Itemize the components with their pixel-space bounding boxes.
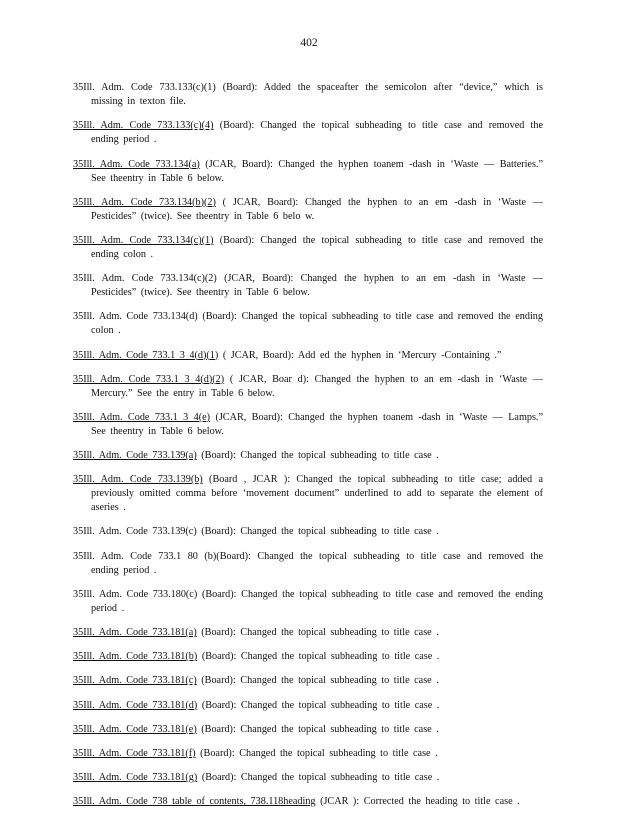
list-item [73,626,543,640]
entry-text: (Board , JCAR ): Changed the topical subheading to title case; added a previously omitted comma before ‘movement document” underlined to add to separate the element of aseries . [91,474,544,514]
entry-text: (Board): Changed the topical subheading to title case . [196,675,439,687]
code-citation: 35Ill. Adm. Code 733.1 3 4(d)(1) [73,349,219,361]
list-item [73,234,543,262]
list-item [73,81,543,109]
list-item [73,795,543,809]
entry-text: (JCAR, Board): Changed the hyphen toanem -dash in ‘Waste — Lamps.” See theentry in Table 6 below. [91,411,543,437]
code-citation: 35Ill. Adm. Code 733.139(c) [73,526,197,538]
list-item [73,723,543,737]
entry-text: (Board): Changed the topical subheading to title case and removed the ending period . [91,550,543,576]
code-citation: 35Ill. Adm. Code 733.181(e) [73,723,197,735]
list-item [73,674,543,688]
entry-text: (JCAR, Board): Changed the hyphen to an em -dash in ‘Waste — Pesticides” (twice). See theentry in Table 6 below. [91,273,543,299]
list-item [73,119,543,147]
list-item [73,272,543,300]
list-item [73,650,543,664]
entry-text: (Board): Changed the topical subheading to title case . [196,526,439,538]
list-item [73,349,543,363]
code-citation: 35Ill. Adm. Code 733.181(g) [73,772,198,784]
code-citation: 35Ill. Adm. Code 733.139(a) [73,450,197,462]
entry-text: (Board): Added the spaceafter the semicolon after “device,” which is missing in texton file. [91,82,544,108]
list-item [73,449,543,463]
code-citation: 35Ill. Adm. Code 738 table of contents, 738.118heading [73,796,316,808]
page-number: 402 [300,37,318,49]
list-item [73,550,543,578]
entry-text: (Board): Changed the topical subheading to title case . [197,699,440,711]
code-citation: 35Ill. Adm. Code 733.181(f) [73,747,196,759]
list-item [73,771,543,785]
code-citation: 35Ill. Adm. Code 733.1 80 (b) [73,550,217,562]
entry-text: (Board): Changed the topical subheading to title case . [196,627,439,638]
code-citation: 35Ill. Adm. Code 733.181(d) [73,699,198,711]
code-citation: 35Ill. Adm. Code 733.1 3 4(e) [73,411,211,423]
entry-text: (Board): Changed the topical subheading to title case . [196,723,439,735]
code-citation: 35Ill. Adm. Code 733.134(c)(1) [73,234,214,246]
entry-text: (JCAR, Board): Changed the hyphen toanem -dash in ‘Waste — Batteries.” See theentry in Table 6 below. [91,158,543,184]
entry-text: (Board): Changed the topical subheading to title case . [196,450,439,462]
list-item [73,196,543,224]
code-citation: 35Ill. Adm. Code 733.181(a) [73,627,197,638]
list-item [73,525,543,539]
entry-text: (Board): Changed the topical subheading to title case and removed the ending period . [91,588,543,614]
entry-text: (Board): Changed the topical subheading to title case and removed the ending colon . [91,234,543,260]
entry-text: (Board): Changed the topical subheading to title case . [195,747,438,759]
list-item [73,699,543,713]
list-item [73,747,543,761]
entry-text: (Board): Changed the topical subheading to title case . [197,651,440,663]
code-citation: 35Ill. Adm. Code 733.181(b) [73,651,198,663]
list-item [73,158,543,186]
code-citation: 35Ill. Adm. Code 733.134(d) [73,311,198,323]
code-citation: 35Ill. Adm. Code 733.133(c)(4) [73,120,214,132]
entry-text: (JCAR ): Corrected the heading to title case . [315,796,520,808]
list-item [73,310,543,338]
list-item [73,473,543,515]
list-item [73,588,543,616]
entry-text: ( JCAR, Board): Add ed the hyphen in ‘Mercury -Containing .” [218,349,502,361]
code-citation: 35Ill. Adm. Code 733.181(c) [73,675,197,687]
list-item [73,373,543,401]
code-citation: 35Ill. Adm. Code 733.134(a) [73,158,200,170]
code-citation: 35Ill. Adm. Code 733.134(b)(2) [73,196,216,208]
code-citation: 35Ill. Adm. Code 733.180(c) [73,588,198,600]
entry-text: (Board): Changed the topical subheading to title case and removed the ending period . [91,120,543,146]
code-citation: 35Ill. Adm. Code 733.133(c)(1) [73,82,216,94]
list-item [73,411,543,439]
entry-text: ( JCAR, Board): Changed the hyphen to an em -dash in ‘Waste — Pesticides” (twice). See theentry in Table 6 belo w. [91,196,543,222]
code-citation: 35Ill. Adm. Code 733.139(b) [73,474,203,486]
entry-list [73,71,543,815]
entry-text: (Board): Changed the topical subheading to title case . [197,772,440,784]
entry-text: (Board): Changed the topical subheading to title case and removed the ending colon . [91,311,543,337]
code-citation: 35Ill. Adm. Code 733.134(c)(2) [73,273,217,285]
entry-text: ( JCAR, Boar d): Changed the hyphen to an em -dash in ‘Waste — Mercury.” See the entry in Table 6 below. [91,373,543,399]
code-citation: 35Ill. Adm. Code 733.1 3 4(d)(2) [73,373,225,385]
